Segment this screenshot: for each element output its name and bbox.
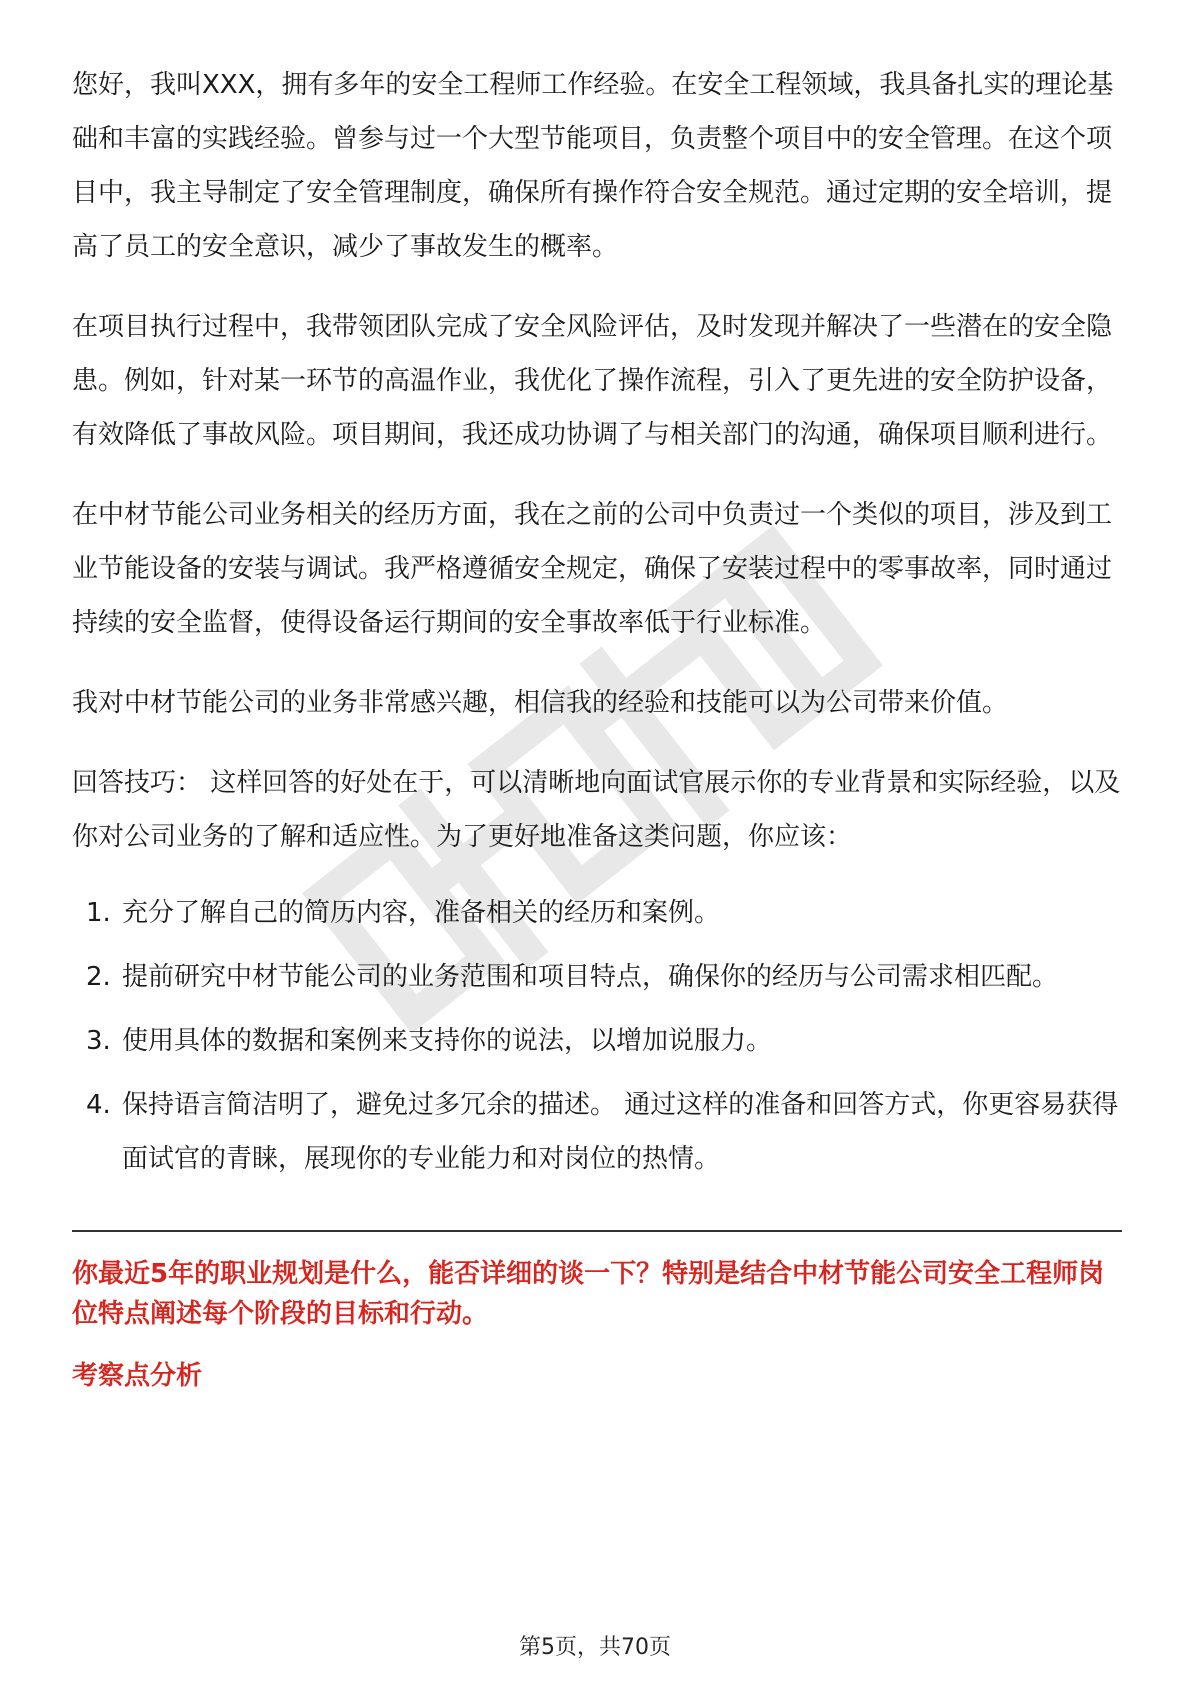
- list-number: 4.: [86, 1090, 111, 1120]
- section-divider: [72, 1230, 1122, 1232]
- list-item: [72, 1014, 1122, 1068]
- answer-paragraph-1: 您好，我叫XXX，拥有多年的安全工程师工作经验。在安全工程领域，我具备扎实的理论基础和丰富的实践经验。曾参与过一个大型节能项目，负责整个项目中的安全管理。在这个项目中，我主导制定了安全管理制度，确保所有操作符合安全规范。通过定期的安全培训，提高了员工的安全意识，减少了事故发生的概率。: [72, 70, 1114, 262]
- page-number-footer: 第5页，共70页: [519, 1635, 671, 1660]
- list-text: 提前研究中材节能公司的业务范围和项目特点，确保你的经历与公司需求相匹配。: [122, 962, 1059, 992]
- list-item: [72, 1078, 1122, 1186]
- list-number: 2.: [86, 962, 111, 992]
- tips-intro: 回答技巧： 这样回答的好处在于，可以清晰地向面试官展示你的专业背景和实际经验，以及你对公司业务的了解和适应性。为了更好地准备这类问题，你应该：: [72, 768, 1121, 852]
- list-text: 充分了解自己的简历内容，准备相关的经历和案例。: [122, 898, 721, 928]
- list-text: 保持语言简洁明了，避免过多冗余的描述。 通过这样的准备和回答方式，你更容易获得面试官的青睐，展现你的专业能力和对岗位的热情。: [122, 1090, 1119, 1174]
- list-number: 3.: [86, 1026, 111, 1056]
- answer-paragraph-4: 我对中材节能公司的业务非常感兴趣，相信我的经验和技能可以为公司带来价值。: [72, 688, 1009, 718]
- list-item: [72, 886, 1122, 940]
- section-heading: 考察点分析: [72, 1361, 203, 1391]
- answer-paragraph-2: 在项目执行过程中，我带领团队完成了安全风险评估，及时发现并解决了一些潜在的安全隐患。例如，针对某一环节的高温作业，我优化了操作流程，引入了更先进的安全防护设备，有效降低了事故风险。项目期间，我还成功协调了与相关部门的沟通，确保项目顺利进行。: [72, 312, 1113, 450]
- tips-list: [72, 886, 1122, 1186]
- list-item: [72, 950, 1122, 1004]
- next-question: 你最近5年的职业规划是什么，能否详细的谈一下？特别是结合中材节能公司安全工程师岗位特点阐述每个阶段的目标和行动。: [72, 1259, 1105, 1329]
- list-text: 使用具体的数据和案例来支持你的说法，以增加说服力。: [122, 1026, 773, 1056]
- answer-paragraph-3: 在中材节能公司业务相关的经历方面，我在之前的公司中负责过一个类似的项目，涉及到工业节能设备的安装与调试。我严格遵循安全规定，确保了安装过程中的零事故率，同时通过持续的安全监督，使得设备运行期间的安全事故率低于行业标准。: [72, 500, 1113, 638]
- page-content: [72, 58, 1122, 1396]
- list-number: 1.: [86, 898, 111, 928]
